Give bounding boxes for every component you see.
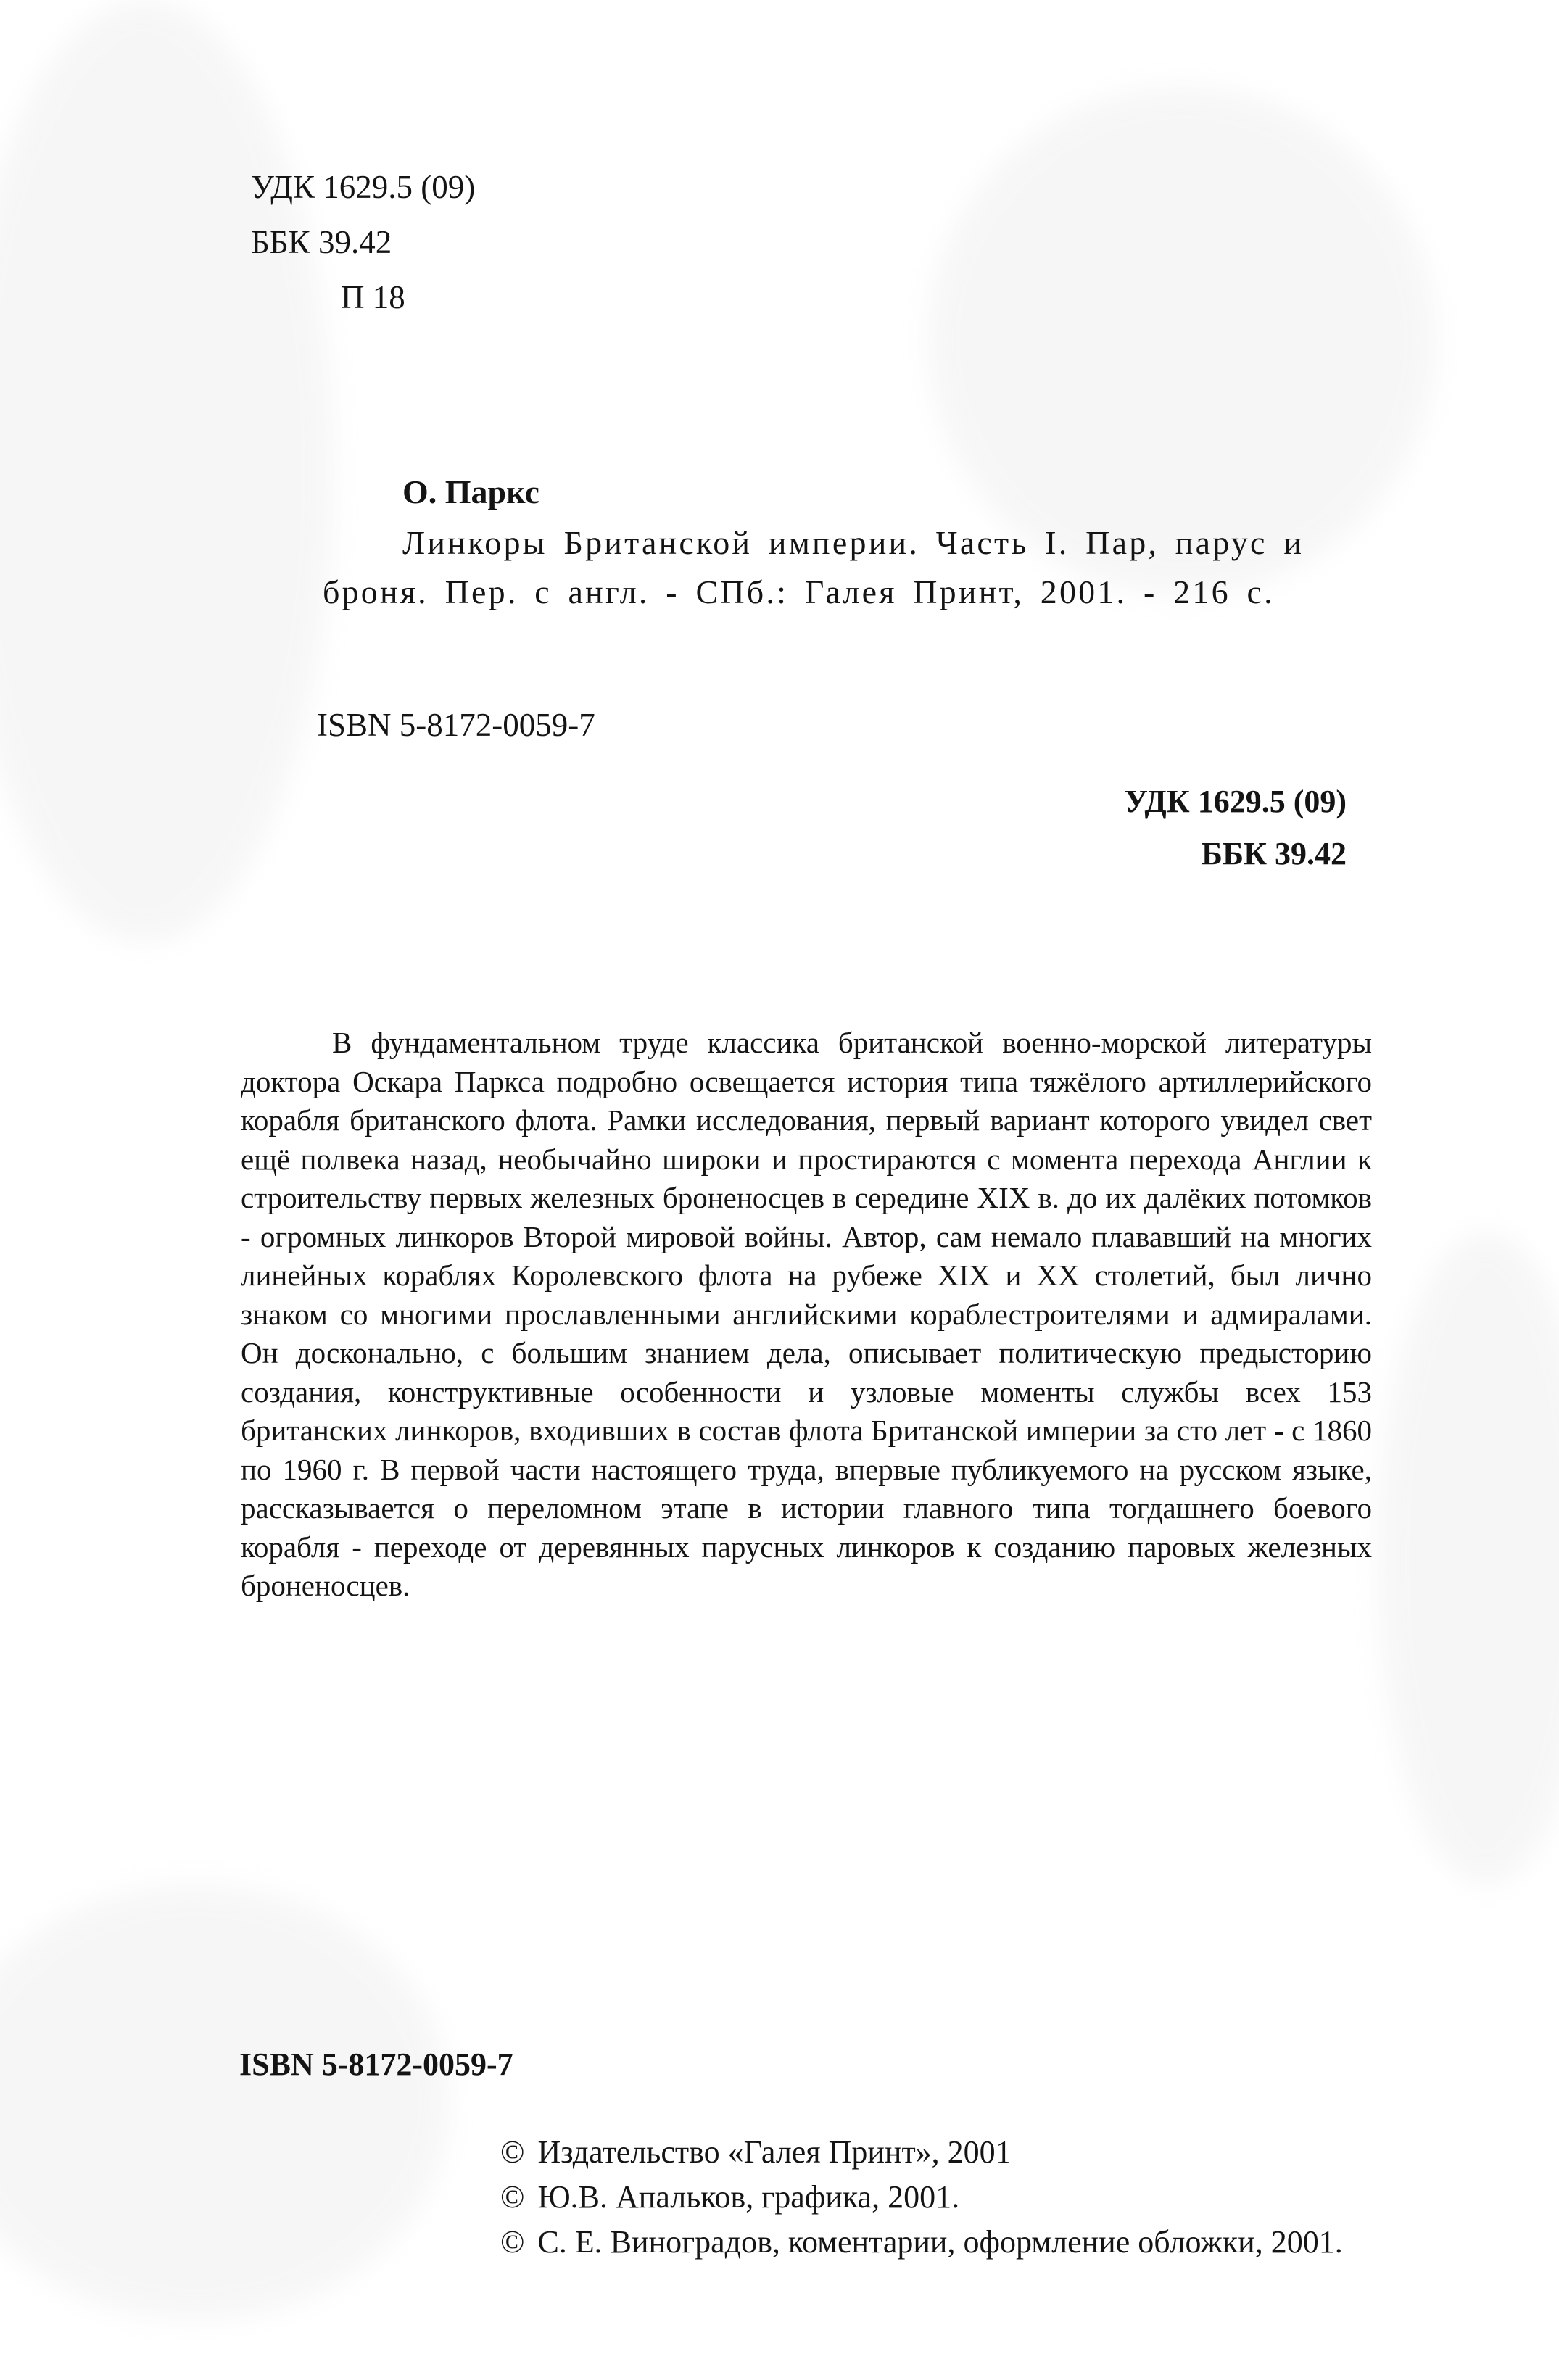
bbk-code-right: ББК 39.42 — [1201, 836, 1347, 871]
copyright-text: Ю.В. Апальков, графика, 2001. — [537, 2179, 960, 2215]
udk-code: УДК 1629.5 (09) — [251, 169, 476, 205]
isbn-bottom: ISBN 5-8172-0059-7 — [239, 2047, 513, 2082]
bibliographic-description — [323, 518, 1349, 617]
author-mark: П 18 — [341, 279, 405, 315]
copyright-text: Издательство «Галея Принт», 2001 — [537, 2134, 1012, 2170]
scan-texture — [0, 0, 334, 942]
catalog-right-block — [1125, 776, 1347, 880]
bbk-code: ББК 39.42 — [251, 224, 392, 260]
abstract-paragraph: В фундаментальном труде классика британской военно-морской литературы доктора Оскара Паркса подробно освещается история типа тяжёлого артиллерийского корабля британского флота. Рамки исследования, первый вариант которого увидел свет ещё полвека назад, необычайно широки и простираются с момента перехода Англии к строительству первых железных броненосцев в середине XIX в. до их далёких потомков - огромных линкоров Второй мировой войны. Автор, сам немало плававший на многих линейных кораблях Королевского флота на рубеже XIX и XX столетий, был лично знаком со многими прославленными английскими кораблестроителями и адмиралами. Он досконально, с большим знанием дела, описывает политическую предысторию создания, конструктивные особенности и узловые моменты службы всех 153 британских линкоров, входивших в состав флота Британской империи за сто лет - с 1860 по 1960 г. В первой части настоящего труда, впервые публикуемого на русском языке, рассказывается о переломном этапе в истории главного типа тогдашнего боевого корабля - переходе от деревянных парусных линкоров к созданию паровых железных броненосцев. — [241, 1026, 1372, 1602]
copyright-line — [500, 2175, 1343, 2220]
author-name: О. Паркс — [402, 473, 539, 510]
udk-code-right: УДК 1629.5 (09) — [1124, 784, 1347, 819]
copyright-symbol: © — [500, 2179, 525, 2215]
copyright-text: С. Е. Виноградов, коментарии, оформление обложки, 2001. — [537, 2224, 1343, 2260]
copyright-line — [500, 2130, 1343, 2175]
copyright-line — [500, 2220, 1343, 2265]
copyright-symbol: © — [500, 2224, 525, 2260]
copyright-block — [500, 2130, 1343, 2265]
bibliography-line-2: броня. Пер. с англ. - СПб.: Галея Принт, 2001. - 216 с. — [323, 573, 1275, 610]
scan-texture — [0, 1885, 450, 2320]
copyright-symbol: © — [500, 2134, 525, 2170]
bibliography-line-1: Линкоры Британской империи. Часть I. Пар, парус и — [402, 524, 1304, 561]
scan-texture — [1378, 1232, 1559, 1885]
catalog-block — [251, 159, 475, 325]
isbn-top: ISBN 5-8172-0059-7 — [317, 707, 595, 743]
